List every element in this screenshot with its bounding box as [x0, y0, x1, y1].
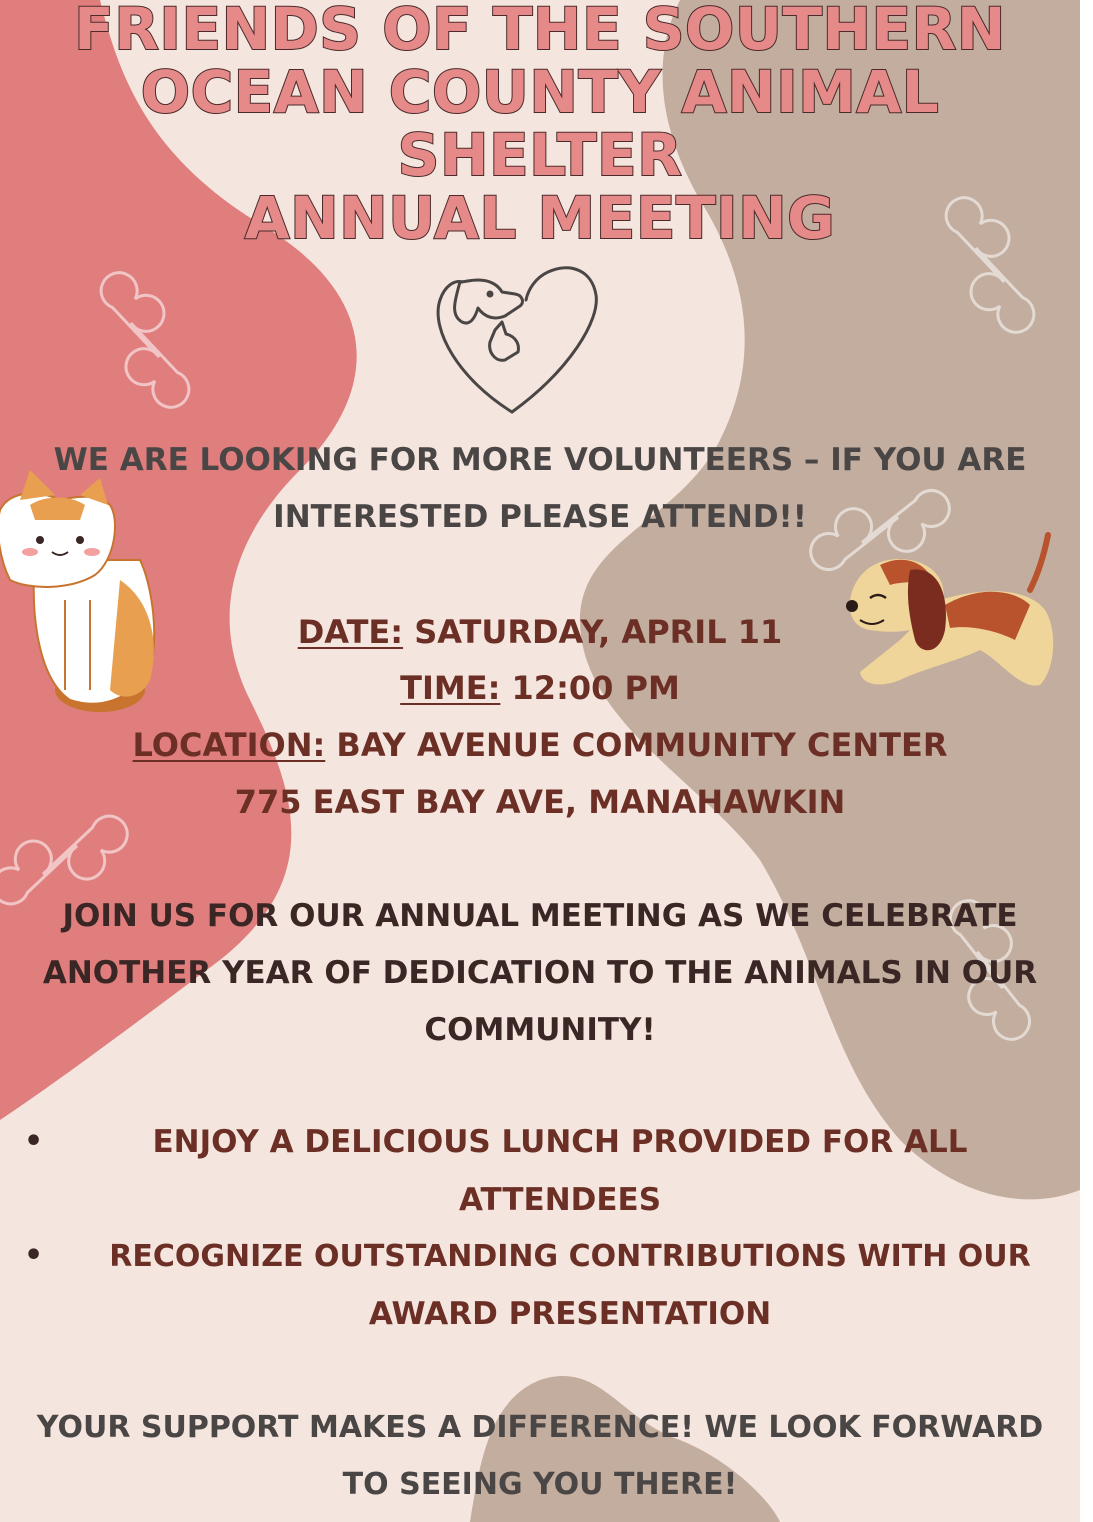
- join-line-1: JOIN US FOR OUR ANNUAL MEETING AS WE CELEBRATE: [62, 898, 1018, 934]
- title-line-3: SHELTER: [397, 121, 683, 189]
- title-line-1: FRIENDS OF THE SOUTHERN: [74, 0, 1006, 63]
- join-line-2: ANOTHER YEAR OF DEDICATION TO THE ANIMALS IN OUR: [42, 955, 1038, 991]
- date-row: [0, 612, 1080, 652]
- closing-line-1: YOUR SUPPORT MAKES A DIFFERENCE! WE LOOK FORWARD: [36, 1410, 1044, 1445]
- time-row: [0, 668, 1080, 708]
- time-label: TIME:: [400, 669, 501, 707]
- bullet-1-line-1: ENJOY A DELICIOUS LUNCH PROVIDED FOR ALL: [152, 1124, 968, 1160]
- location-value: BAY AVENUE COMMUNITY CENTER: [336, 726, 948, 764]
- bullet-1-line-2: ATTENDEES: [458, 1182, 662, 1218]
- address: 775 EAST BAY AVE, MANAHAWKIN: [234, 783, 846, 821]
- join-line-3: COMMUNITY!: [424, 1012, 656, 1048]
- volunteers-line-1: WE ARE LOOKING FOR MORE VOLUNTEERS – IF YOU ARE: [53, 442, 1027, 478]
- bullet-2-line-1: RECOGNIZE OUTSTANDING CONTRIBUTIONS WITH OUR: [109, 1239, 1031, 1274]
- volunteers-line-2: INTERESTED PLEASE ATTEND!!: [273, 499, 807, 535]
- location-row: [0, 725, 1080, 765]
- time-value: 12:00 PM: [511, 669, 680, 707]
- date-value: SATURDAY, APRIL 11: [414, 613, 783, 651]
- date-label: DATE:: [297, 613, 404, 651]
- title-line-4: ANNUAL MEETING: [244, 184, 836, 252]
- bullet-dot-2: •: [24, 1238, 44, 1273]
- title-line-2: OCEAN COUNTY ANIMAL: [140, 58, 940, 126]
- bullet-dot-1: •: [24, 1124, 44, 1159]
- location-label: LOCATION:: [132, 726, 326, 764]
- bullet-2-line-2: AWARD PRESENTATION: [368, 1296, 772, 1332]
- closing-line-2: TO SEEING YOU THERE!: [342, 1467, 738, 1502]
